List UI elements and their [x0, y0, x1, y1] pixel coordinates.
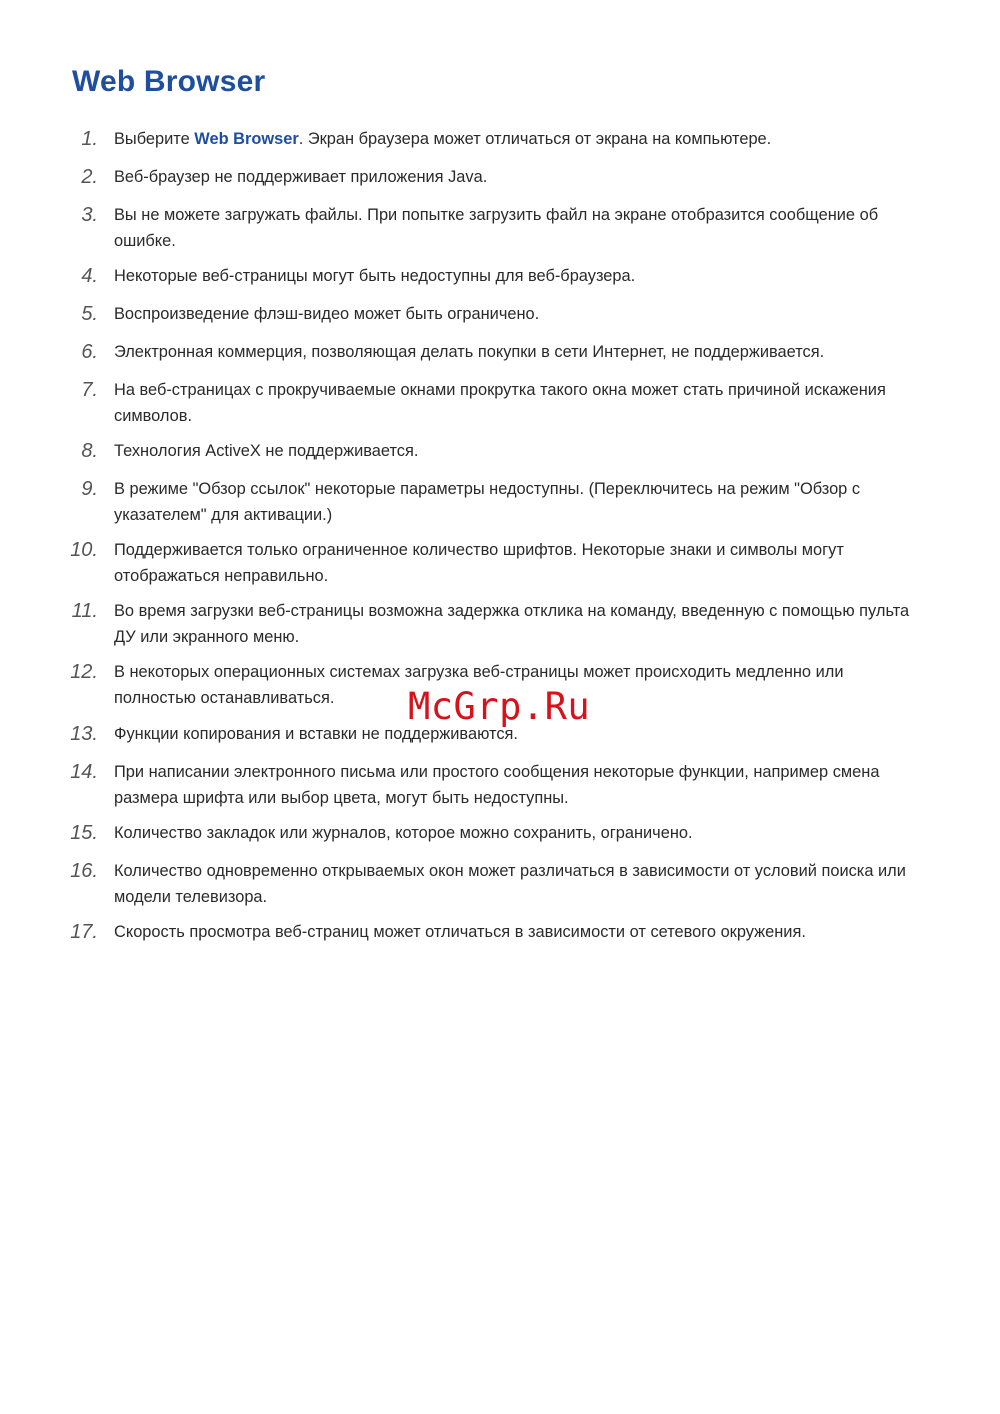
item-text: Скорость просмотра веб-страниц может отличаться в зависимости от сетевого окружения.: [114, 923, 806, 941]
item-number: 16.: [70, 860, 98, 882]
item-number: 12.: [70, 661, 98, 683]
item-number: 9.: [81, 478, 98, 500]
item-number: 13.: [70, 723, 98, 745]
item-number: 15.: [70, 822, 98, 844]
item-number: 5.: [81, 303, 98, 325]
item-text: Во время загрузки веб-страницы возможна задержка отклика на команду, введенную с помощью пульта ДУ или экранного меню.: [114, 602, 910, 646]
item-text: Функции копирования и вставки не поддерживаются.: [114, 725, 518, 743]
page-title: Web Browser: [72, 65, 266, 98]
item-number: 7.: [81, 379, 98, 401]
item-text-post: . Экран браузера может отличаться от экрана на компьютере.: [298, 130, 772, 148]
item-number: 17.: [70, 921, 98, 943]
item-number: 14.: [70, 761, 98, 783]
item-text: Количество одновременно открываемых окон может различаться в зависимости от условий поиска или модели телевизора.: [114, 862, 906, 906]
item-text: Воспроизведение флэш-видео может быть ограничено.: [114, 305, 540, 323]
item-number: 10.: [70, 539, 98, 561]
web-browser-highlight: Web Browser: [194, 130, 299, 148]
item-number: 1.: [81, 128, 98, 150]
item-text: Электронная коммерция, позволяющая делать покупки в сети Интернет, не поддерживается.: [114, 343, 825, 361]
item-number: 3.: [81, 204, 98, 226]
item-text: Поддерживается только ограниченное количество шрифтов. Некоторые знаки и символы могут отображаться неправильно.: [114, 541, 844, 585]
item-number: 6.: [81, 341, 98, 363]
item-number: 11.: [71, 600, 98, 622]
item-number: 4.: [81, 265, 98, 287]
watermark: McGrp.Ru: [408, 685, 591, 728]
item-text: Технология ActiveX не поддерживается.: [114, 442, 419, 460]
item-text: В режиме "Обзор ссылок" некоторые параметры недоступны. (Переключитесь на режим "Обзор с указателем" для активации.): [114, 480, 861, 524]
item-text: На веб-страницах с прокручиваемые окнами прокрутка такого окна может стать причиной искажения символов.: [114, 381, 886, 425]
item-text: Количество закладок или журналов, которое можно сохранить, ограничено.: [114, 824, 693, 842]
item-number: 8.: [81, 440, 98, 462]
item-text: В некоторых операционных системах загрузка веб-страницы может происходить медленно или полностью останавливаться.: [114, 663, 844, 707]
item-text: [114, 126, 929, 152]
item-text: Некоторые веб-страницы могут быть недоступны для веб-браузера.: [114, 267, 636, 285]
item-number: 2.: [81, 166, 98, 188]
item-text-pre: Выберите: [114, 130, 195, 148]
item-text: Веб-браузер не поддерживает приложения Java.: [114, 168, 488, 186]
item-text: Вы не можете загружать файлы. При попытке загрузить файл на экране отобразится сообщение об ошибке.: [114, 206, 879, 250]
item-text: При написании электронного письма или простого сообщения некоторые функции, например смена размера шрифта или выбор цвета, могут быть недоступны.: [114, 763, 880, 807]
